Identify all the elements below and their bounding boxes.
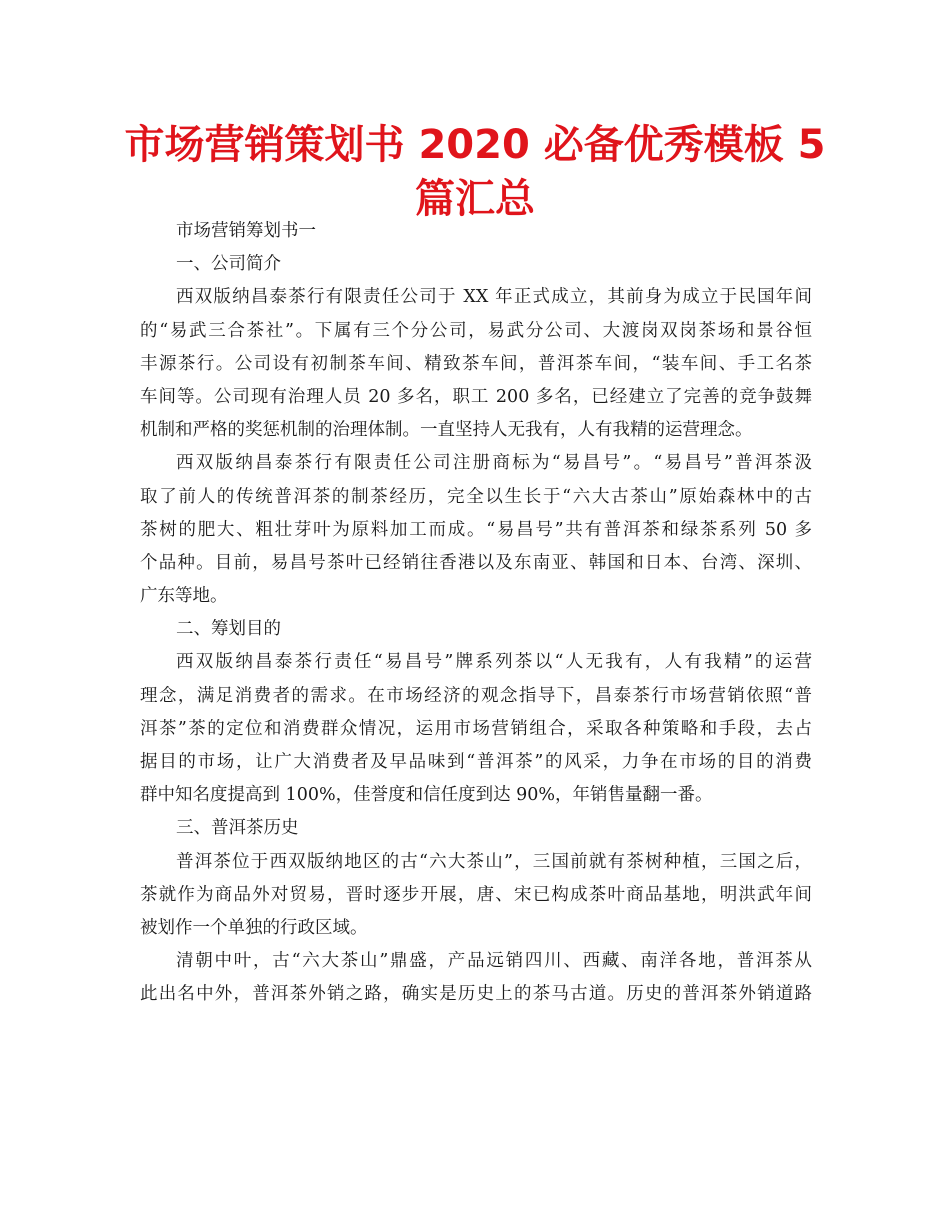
text-line: 车间等。公司现有治理人员 20 多名，职工 200 多名，已经建立了完善的竞争鼓舞	[140, 386, 812, 407]
text-line: 三、普洱茶历史	[176, 818, 299, 839]
text-line: 个品种。目前，易昌号茶叶已经销往香港以及东南亚、韩国和日本、台湾、深圳、	[140, 552, 812, 573]
text-line: 西双版纳昌泰茶行有限责任公司于 XX 年正式成立，其前身为成立于民国年间	[176, 287, 812, 308]
text-line: 理念，满足消费者的需求。在市场经济的观念指导下，昌泰茶行市场营销依照“普	[140, 685, 812, 706]
document-title: 市场营销策划书 2020 必备优秀模板 5 篇汇总	[124, 122, 826, 222]
text-line: 据目的市场，让广大消费者及早品味到“普洱茶”的风采，力争在市场的目的消费	[140, 752, 812, 772]
text-line: 取了前人的传统普洱茶的制茶经历，完全以生长于“六大古茶山”原始森林中的古	[140, 486, 812, 507]
text-line: 的“易武三合茶社”。下属有三个分公司，易武分公司、大渡岗双岗茶场和景谷恒	[140, 320, 812, 341]
text-line: 丰源茶行。公司设有初制茶车间、精致茶车间，普洱茶车间，“装车间、手工名茶	[140, 353, 812, 374]
text-line: 茶树的肥大、粗壮芽叶为原料加工而成。“易昌号”共有普洱茶和绿茶系列 50 多	[140, 519, 812, 540]
text-line: 广东等地。	[140, 586, 228, 607]
text-line: 一、公司简介	[176, 254, 281, 275]
text-line: 普洱茶位于西双版纳地区的古“六大茶山”，三国前就有茶树种植，三国之后，	[176, 851, 812, 872]
text-line: 洱茶”茶的定位和消费群众情况，运用市场营销组合，采取各种策略和手段，去占	[140, 718, 812, 739]
text-line: 茶就作为商品外对贸易，晋时逐步开展，唐、宋已构成茶叶商品基地，明洪武年间	[140, 884, 812, 905]
text-line: 被划作一个单独的行政区域。	[140, 917, 368, 938]
text-line: 清朝中叶，古“六大茶山”鼎盛，产品远销四川、西藏、南洋各地，普洱茶从	[176, 951, 812, 972]
document-body	[140, 215, 812, 1012]
text-line: 西双版纳昌泰茶行有限责任公司注册商标为“易昌号”。“易昌号”普洱茶汲	[176, 453, 812, 474]
text-line: 西双版纳昌泰茶行责任“易昌号”牌系列茶以“人无我有，人有我精”的运营	[176, 652, 812, 673]
text-line: 市场营销筹划书一	[176, 221, 316, 241]
text-line: 群中知名度提高到 100%，佳誉度和信任度到达 90%，年销售量翻一番。	[140, 785, 713, 806]
text-line: 机制和严格的奖惩机制的治理体制。一直坚持人无我有，人有我精的运营理念。	[140, 420, 753, 441]
text-line: 二、筹划目的	[176, 619, 281, 640]
text-line: 此出名中外，普洱茶外销之路，确实是历史上的茶马古道。历史的普洱茶外销道路	[140, 984, 812, 1005]
